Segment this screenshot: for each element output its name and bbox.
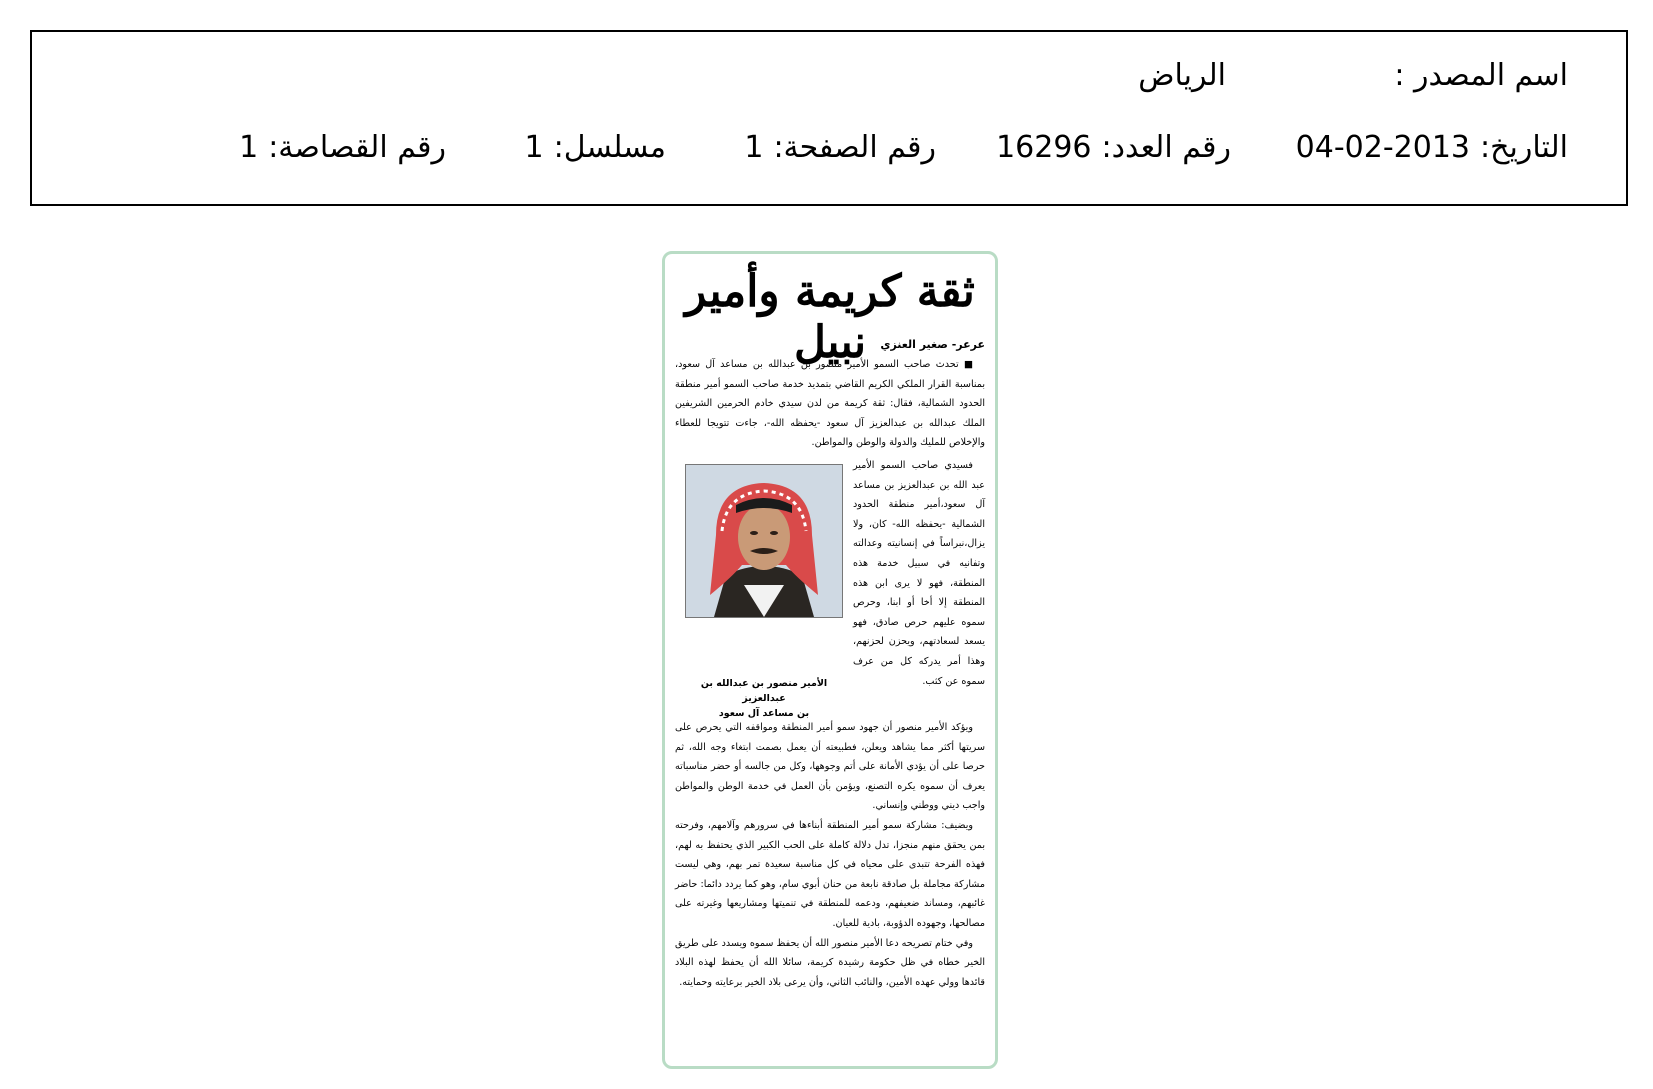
source-label: اسم المصدر : <box>1394 58 1568 93</box>
article-body <box>675 718 985 1058</box>
date-label: التاريخ: <box>1480 130 1568 165</box>
date-value: 2013-02-04 <box>1295 130 1471 165</box>
date-field <box>1296 130 1568 165</box>
clip-label: رقم القصاصة: <box>268 130 446 165</box>
caption-line-2: بن مساعد آل سعود <box>718 708 810 719</box>
clip-value: 1 <box>239 130 259 165</box>
metadata-box <box>30 30 1628 206</box>
article-side-paragraph: فسيدي صاحب السمو الأمير عبد الله بن عبدالعزيز بن مساعد آل سعود،أمير منطقة الحدود الشمالية -يحفظه الله- كان، ولا يزال،نبراساً في إنسانيته وعدالته وتفانيه في سبيل خدمة هذه المنطقة، فهو لا يرى ابن هذه المنطقة إلا أخا أو ابنا، وحرص سموه عليهم حرص صادق، فهو يسعد لسعادتهم، ويحزن لحزنهم، وهذا أمر يدركه كل من عرف سموه عن كثب. <box>853 460 985 687</box>
article-byline: عرعر- صغير العنزي <box>880 338 985 351</box>
issue-field <box>996 130 1231 165</box>
issue-value: 16296 <box>996 130 1092 165</box>
page-label: رقم الصفحة: <box>773 130 936 165</box>
article-paragraph: ويؤكد الأمير منصور أن جهود سمو أمير المنطقة ومواقفه التي يحرص على سريتها أكثر مما يشاهد ويعلن، فطبيعته أن يعمل بصمت ابتغاء وجه الله، ثم حرصا على أن يؤدي الأمانة على أتم وجوهها، وكل من جالسه أو حضر مناسباته يعرف أن سموه يكره التصنع، ويؤمن بأن العمل في خدمة الوطن والمواطن واجب ديني ووطني وإنساني. <box>675 722 985 812</box>
issue-label: رقم العدد: <box>1101 130 1231 165</box>
photo-caption <box>679 676 849 721</box>
clip-field <box>239 130 446 165</box>
portrait-icon <box>686 465 842 617</box>
article-paragraph: وفي ختام تصريحه دعا الأمير منصور الله أن يحفظ سموه ويسدد على طريق الخير خطاه في ظل حكومة رشيدة كريمة، سائلا الله أن يحفظ لهذه البلاد قائدها وولي عهده الأمين، والنائب الثاني، وأن يرعى بلاد الخير برعايته وحمايته. <box>675 937 985 988</box>
serial-value: 1 <box>524 130 544 165</box>
article-headline: ثقة كريمة وأمير نبيل <box>685 266 975 368</box>
portrait-photo <box>685 464 843 618</box>
caption-line-1: الأمير منصور بن عبدالله بن عبدالعزيز <box>700 678 828 704</box>
page-field <box>744 130 936 165</box>
serial-field <box>525 130 666 165</box>
article-intro-paragraph: ■ تحدث صاحب السمو الأمير منصور بن عبدالله بن مساعد آل سعود، بمناسبة القرار الملكي الكريم القاضي بتمديد خدمة صاحب السمو أمير منطقة الحدود الشمالية، فقال: ثقة كريمة من لدن سيدي خادم الحرمين الشريفين الملك عبدالله بن عبدالعزيز آل سعود -يحفظه الله-، جاءت تتويجا للعطاء والإخلاص للمليك والدولة والوطن والمواطن. <box>675 359 985 449</box>
page-value: 1 <box>744 130 764 165</box>
article-intro <box>675 355 985 455</box>
source-value: الرياض <box>1138 58 1226 93</box>
article-paragraph: ويضيف: مشاركة سمو أمير المنطقة أبناءها في سرورهم وآلامهم، وفرحته بمن يحقق منهم منجزا، تدل دلالة كاملة على الحب الكبير الذي يحتفظ به لهم، فهذه الفرحة تتبدى على محياه في كل مناسبة سعيدة تمر بهم، وهي ليست مشاركة مجاملة بل صادقة نابعة من حنان أبوي سام، وهو كما يردد دائما: حاضر غائبهم، ومساند ضعيفهم، ودعمه للمنطقة في تنميتها ومشاريعها وغيرته على مصالحها، وجهوده الدؤوبة، بادية للعيان. <box>675 819 985 929</box>
article-side-column <box>853 456 985 716</box>
newspaper-clipping <box>662 251 998 1069</box>
serial-label: مسلسل: <box>553 130 666 165</box>
